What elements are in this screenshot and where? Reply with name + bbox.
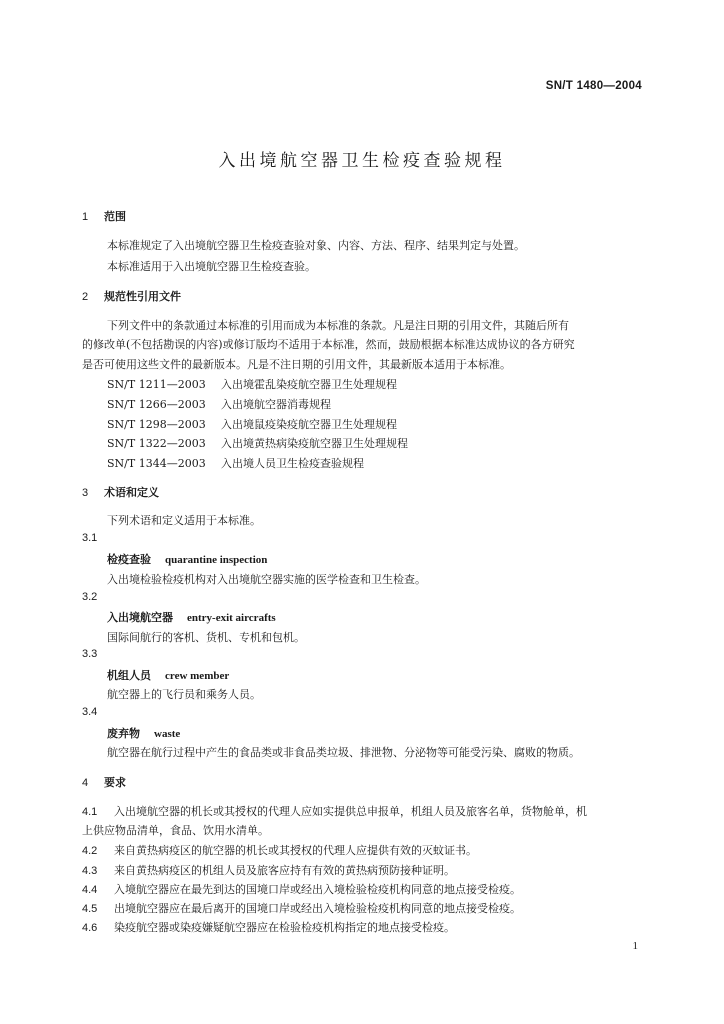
reference-title: 入出境人员卫生检疫查验规程 <box>221 457 364 470</box>
term-heading <box>107 667 229 683</box>
term-heading <box>107 609 276 625</box>
reference-item <box>107 435 408 451</box>
term-english: entry-exit aircrafts <box>187 612 276 624</box>
paragraph: 本标准适用于入出境航空器卫生检疫查验。 <box>107 260 316 273</box>
term-definition: 航空器在航行过程中产生的食品类或非食品类垃圾、排泄物、分泌物等可能受污染、腐败的物质。 <box>107 746 580 759</box>
section-number: 1 <box>82 211 89 223</box>
requirement-item <box>82 842 477 858</box>
term-chinese: 检疫查验 <box>107 553 151 566</box>
paragraph: 是否可使用这些文件的最新版本。凡是不注日期的引用文件，其最新版本适用于本标准。 <box>82 358 511 371</box>
term-english: crew member <box>165 670 230 682</box>
section-number: 4 <box>82 777 89 789</box>
term-chinese: 废弃物 <box>107 727 140 740</box>
term-english: quarantine inspection <box>165 554 268 566</box>
section-title: 术语和定义 <box>104 486 159 499</box>
requirement-number: 4.2 <box>82 845 98 857</box>
reference-title: 入出境鼠疫染疫航空器卫生处理规程 <box>221 418 397 431</box>
section-title: 要求 <box>104 776 126 789</box>
paragraph: 本标准规定了入出境航空器卫生检疫查验对象、内容、方法、程序、结果判定与处置。 <box>107 239 525 252</box>
reference-code: SN/T 1322—2003 <box>107 437 206 450</box>
requirement-item <box>82 900 521 916</box>
requirement-continuation: 上供应物品清单，食品、饮用水清单。 <box>82 824 269 837</box>
section-title: 规范性引用文件 <box>104 290 181 303</box>
requirement-item <box>82 803 587 819</box>
term-definition: 入出境检验检疫机构对入出境航空器实施的医学检查和卫生检查。 <box>107 573 426 586</box>
term-definition: 航空器上的飞行员和乘务人员。 <box>107 688 261 701</box>
reference-title: 入出境航空器消毒规程 <box>221 398 331 411</box>
term-english: waste <box>154 728 181 740</box>
reference-code: SN/T 1266—2003 <box>107 398 206 411</box>
requirement-item <box>82 919 455 935</box>
term-number: 3.4 <box>82 706 98 718</box>
section-2-heading <box>82 288 181 304</box>
requirement-item <box>82 881 521 897</box>
section-1-heading <box>82 208 126 224</box>
section-number: 3 <box>82 487 89 499</box>
requirement-text: 来自黄热病疫区的机组人员及旅客应持有有效的黄热病预防接种证明。 <box>114 864 455 877</box>
requirement-item <box>82 862 455 878</box>
section-number: 2 <box>82 291 89 303</box>
requirement-text: 染疫航空器或染疫嫌疑航空器应在检验检疫机构指定的地点接受检疫。 <box>114 921 455 934</box>
reference-item <box>107 376 397 392</box>
reference-item <box>107 416 397 432</box>
reference-code: SN/T 1211—2003 <box>107 378 206 391</box>
term-number: 3.3 <box>82 648 98 660</box>
requirement-text: 入境航空器应在最先到达的国境口岸或经出入境检验检疫机构同意的地点接受检疫。 <box>114 883 521 896</box>
reference-code: SN/T 1298—2003 <box>107 418 206 431</box>
requirement-number: 4.6 <box>82 922 98 934</box>
reference-title: 入出境霍乱染疫航空器卫生处理规程 <box>221 378 397 391</box>
term-heading <box>107 725 180 741</box>
paragraph: 下列术语和定义适用于本标准。 <box>107 514 261 527</box>
requirement-number: 4.1 <box>82 806 98 818</box>
term-chinese: 机组人员 <box>107 669 151 682</box>
paragraph: 下列文件中的条款通过本标准的引用而成为本标准的条款。凡是注日期的引用文件，其随后所有 <box>107 319 569 332</box>
term-number: 3.2 <box>82 591 98 603</box>
section-3-heading <box>82 484 159 500</box>
requirement-number: 4.4 <box>82 884 98 896</box>
requirement-text: 来自黄热病疫区的航空器的机长或其授权的代理人应提供有效的灭蚊证书。 <box>114 844 477 857</box>
requirement-number: 4.5 <box>82 903 98 915</box>
requirement-text: 出境航空器应在最后离开的国境口岸或经出入境检验检疫机构同意的地点接受检疫。 <box>114 902 521 915</box>
term-chinese: 入出境航空器 <box>107 611 173 624</box>
requirement-text: 入出境航空器的机长或其授权的代理人应如实提供总申报单，机组人员及旅客名单，货物舱单，机 <box>114 805 587 818</box>
reference-item <box>107 396 331 412</box>
term-definition: 国际间航行的客机、货机、专机和包机。 <box>107 631 305 644</box>
standard-code: SN/T 1480—2004 <box>545 80 642 92</box>
reference-item <box>107 455 364 471</box>
term-heading <box>107 551 267 567</box>
reference-title: 入出境黄热病染疫航空器卫生处理规程 <box>221 437 408 450</box>
reference-code: SN/T 1344—2003 <box>107 457 206 470</box>
term-number: 3.1 <box>82 532 98 544</box>
page-number: 1 <box>632 940 638 952</box>
requirement-number: 4.3 <box>82 865 98 877</box>
paragraph: 的修改单(不包括勘误的内容)或修订版均不适用于本标准，然而，鼓励根据本标准达成协议的各方研究 <box>82 338 575 351</box>
section-title: 范围 <box>104 210 126 223</box>
document-title: 入出境航空器卫生检疫查验规程 <box>218 151 506 171</box>
section-4-heading <box>82 774 126 790</box>
